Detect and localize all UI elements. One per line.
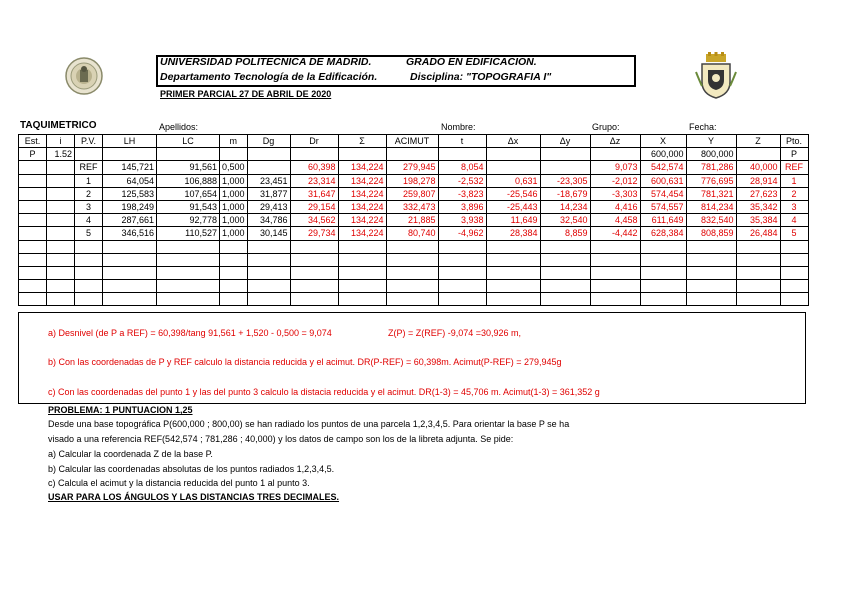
table-cell: 9,073: [590, 161, 640, 174]
form-title: TAQUIMETRICO: [20, 120, 97, 131]
table-cell: [75, 240, 103, 253]
column-header: m: [220, 135, 248, 148]
table-cell: [47, 227, 75, 240]
table-cell: [247, 280, 290, 293]
table-cell: [290, 266, 338, 279]
table-cell: P: [780, 148, 808, 161]
answer-b: b) Con las coordenadas de P y REF calculo la distancia reducida y el acimut. DR(P-REF) = 60,398m. Acimut(P-REF) = 279,945g: [48, 357, 562, 367]
table-row: [19, 200, 809, 213]
table-row: [19, 240, 809, 253]
table-cell: [438, 280, 486, 293]
table-cell: [47, 293, 75, 306]
table-cell: [103, 148, 157, 161]
table-cell: 574,454: [640, 187, 686, 200]
table-cell: [247, 266, 290, 279]
table-cell: [438, 240, 486, 253]
table-cell: 832,540: [686, 214, 736, 227]
table-cell: [75, 280, 103, 293]
table-cell: 600,631: [640, 174, 686, 187]
table-cell: 2: [780, 187, 808, 200]
table-cell: [19, 187, 47, 200]
table-cell: 1.52: [47, 148, 75, 161]
table-cell: [386, 148, 438, 161]
column-header: LC: [157, 135, 220, 148]
table-cell: [640, 253, 686, 266]
table-cell: [220, 293, 248, 306]
table-cell: 1,000: [220, 187, 248, 200]
table-cell: [338, 293, 386, 306]
table-cell: [19, 161, 47, 174]
column-header: Δz: [590, 135, 640, 148]
table-cell: [220, 148, 248, 161]
table-cell: 1,000: [220, 200, 248, 213]
table-cell: 35,384: [736, 214, 780, 227]
table-cell: 776,695: [686, 174, 736, 187]
table-cell: [386, 293, 438, 306]
column-header: t: [438, 135, 486, 148]
discipline-name: Disciplina: "TOPOGRAFIA I": [410, 71, 552, 83]
table-cell: 107,654: [157, 187, 220, 200]
table-cell: 574,557: [640, 200, 686, 213]
table-cell: [247, 148, 290, 161]
table-cell: [486, 280, 540, 293]
table-cell: [686, 253, 736, 266]
university-name: UNIVERSIDAD POLITECNICA DE MADRID.: [160, 56, 372, 68]
table-cell: [247, 161, 290, 174]
table-cell: [486, 293, 540, 306]
table-cell: [438, 148, 486, 161]
table-cell: [75, 293, 103, 306]
answer-a-result: Z(P) = Z(REF) -9,074 =30,926 m,: [388, 328, 522, 338]
table-cell: -18,679: [540, 187, 590, 200]
column-header: Pto.: [780, 135, 808, 148]
table-cell: 8,859: [540, 227, 590, 240]
problem-item-a: a) Calcular la coordenada Z de la base P.: [48, 449, 213, 459]
table-cell: [686, 280, 736, 293]
table-cell: 134,224: [338, 174, 386, 187]
column-header: Y: [686, 135, 736, 148]
table-cell: 92,778: [157, 214, 220, 227]
table-cell: [220, 266, 248, 279]
table-cell: [438, 253, 486, 266]
table-cell: [75, 266, 103, 279]
table-cell: [640, 266, 686, 279]
table-cell: 5: [75, 227, 103, 240]
table-cell: [540, 280, 590, 293]
table-cell: REF: [75, 161, 103, 174]
table-cell: 29,413: [247, 200, 290, 213]
table-cell: [590, 253, 640, 266]
table-cell: 8,054: [438, 161, 486, 174]
exam-title: PRIMER PARCIAL 27 DE ABRIL DE 2020: [160, 89, 332, 99]
table-cell: 125,583: [103, 187, 157, 200]
table-cell: 23,314: [290, 174, 338, 187]
table-cell: 34,786: [247, 214, 290, 227]
table-cell: [486, 253, 540, 266]
table-cell: [590, 240, 640, 253]
table-cell: 3,938: [438, 214, 486, 227]
table-cell: 600,000: [640, 148, 686, 161]
table-cell: [780, 293, 808, 306]
problem-item-b: b) Calcular las coordenadas absolutas de los puntos radiados 1,2,3,4,5.: [48, 464, 335, 474]
table-cell: [19, 174, 47, 187]
table-cell: 611,649: [640, 214, 686, 227]
table-cell: [157, 253, 220, 266]
table-cell: [540, 266, 590, 279]
problem-item-c: c) Calcula el acimut y la distancia reducida del punto 1 al punto 3.: [48, 478, 310, 488]
table-cell: 346,516: [103, 227, 157, 240]
table-cell: 26,484: [736, 227, 780, 240]
table-cell: [780, 266, 808, 279]
table-cell: [220, 280, 248, 293]
group-label: Grupo:: [592, 122, 620, 132]
column-header: Σ: [338, 135, 386, 148]
table-cell: -25,443: [486, 200, 540, 213]
table-cell: [540, 293, 590, 306]
table-cell: 28,914: [736, 174, 780, 187]
table-cell: [686, 240, 736, 253]
table-cell: [103, 240, 157, 253]
table-cell: [540, 240, 590, 253]
table-cell: [157, 240, 220, 253]
table-cell: [290, 148, 338, 161]
table-cell: 279,945: [386, 161, 438, 174]
table-cell: [386, 240, 438, 253]
table-cell: 287,661: [103, 214, 157, 227]
table-cell: [540, 161, 590, 174]
table-cell: [486, 266, 540, 279]
table-cell: [486, 148, 540, 161]
table-cell: [19, 280, 47, 293]
table-cell: 91,561: [157, 161, 220, 174]
table-row: [19, 227, 809, 240]
table-cell: REF: [780, 161, 808, 174]
table-cell: [338, 253, 386, 266]
problem-line-2: visado a una referencia REF(542,574 ; 781,286 ; 40,000) y los datos de campo son los de la libreta adjunta. Se pide:: [48, 434, 514, 444]
table-cell: -23,305: [540, 174, 590, 187]
table-cell: 34,562: [290, 214, 338, 227]
table-cell: [290, 253, 338, 266]
table-cell: 23,451: [247, 174, 290, 187]
degree-name: GRADO EN EDIFICACION.: [406, 56, 537, 68]
column-header: X: [640, 135, 686, 148]
table-cell: [220, 240, 248, 253]
table-cell: [47, 240, 75, 253]
table-cell: 259,807: [386, 187, 438, 200]
table-cell: [103, 293, 157, 306]
table-cell: [640, 240, 686, 253]
table-cell: [438, 266, 486, 279]
table-cell: [640, 293, 686, 306]
table-cell: 21,885: [386, 214, 438, 227]
table-row: [19, 266, 809, 279]
column-header: P.V.: [75, 135, 103, 148]
table-cell: [103, 280, 157, 293]
table-cell: [590, 266, 640, 279]
table-cell: 1: [780, 174, 808, 187]
school-crest-logo: [694, 52, 738, 100]
answer-c: c) Con las coordenadas del punto 1 y las del punto 3 calculo la distacia reducida y el acimut. DR(1-3) = 45,706 m. Acimut(1-3) = 361,352 g: [48, 387, 600, 397]
answer-a: a) Desnivel (de P a REF) = 60,398/tang 91,561 + 1,520 - 0,500 = 9,074: [48, 328, 332, 338]
table-cell: 3: [780, 200, 808, 213]
table-cell: 28,384: [486, 227, 540, 240]
table-cell: [75, 253, 103, 266]
table-cell: 134,224: [338, 200, 386, 213]
table-cell: [290, 280, 338, 293]
table-cell: [736, 266, 780, 279]
table-cell: 0,500: [220, 161, 248, 174]
table-cell: [19, 214, 47, 227]
table-row: [19, 214, 809, 227]
table-cell: 1,000: [220, 227, 248, 240]
table-cell: 332,473: [386, 200, 438, 213]
table-cell: 110,527: [157, 227, 220, 240]
table-cell: [19, 227, 47, 240]
table-cell: 814,234: [686, 200, 736, 213]
column-header: LH: [103, 135, 157, 148]
table-cell: [19, 200, 47, 213]
table-cell: [780, 253, 808, 266]
table-cell: [736, 148, 780, 161]
table-cell: 64,054: [103, 174, 157, 187]
table-cell: [736, 293, 780, 306]
table-cell: 134,224: [338, 227, 386, 240]
table-cell: -3,823: [438, 187, 486, 200]
table-cell: -4,442: [590, 227, 640, 240]
table-cell: [247, 293, 290, 306]
table-cell: [220, 253, 248, 266]
table-cell: [47, 253, 75, 266]
table-cell: 60,398: [290, 161, 338, 174]
table-row: [19, 293, 809, 306]
table-cell: 145,721: [103, 161, 157, 174]
table-cell: [590, 148, 640, 161]
table-cell: [157, 293, 220, 306]
table-cell: 134,224: [338, 187, 386, 200]
problem-title: PROBLEMA: 1 PUNTUACION 1,25: [48, 405, 193, 415]
problem-footer: USAR PARA LOS ÁNGULOS Y LAS DISTANCIAS TRES DECIMALES.: [48, 492, 340, 502]
table-cell: [247, 240, 290, 253]
table-cell: 106,888: [157, 174, 220, 187]
table-row: [19, 161, 809, 174]
table-cell: [19, 266, 47, 279]
table-cell: 134,224: [338, 214, 386, 227]
table-cell: 4: [780, 214, 808, 227]
table-cell: [338, 266, 386, 279]
table-cell: [338, 148, 386, 161]
survey-table-body: [19, 135, 809, 306]
column-header: Δx: [486, 135, 540, 148]
table-cell: [540, 148, 590, 161]
table-cell: 4,458: [590, 214, 640, 227]
table-cell: [736, 280, 780, 293]
table-row: [19, 280, 809, 293]
table-cell: [19, 240, 47, 253]
table-cell: [590, 293, 640, 306]
table-cell: 27,623: [736, 187, 780, 200]
table-cell: [290, 240, 338, 253]
table-cell: 4,416: [590, 200, 640, 213]
table-cell: [540, 253, 590, 266]
table-cell: [103, 253, 157, 266]
table-cell: -4,962: [438, 227, 486, 240]
department-name: Departamento Tecnología de la Edificación.: [160, 71, 378, 83]
table-cell: [686, 266, 736, 279]
table-cell: [47, 266, 75, 279]
table-cell: [157, 148, 220, 161]
table-cell: P: [19, 148, 47, 161]
table-cell: [19, 253, 47, 266]
table-cell: [486, 161, 540, 174]
table-cell: -2,532: [438, 174, 486, 187]
table-cell: [157, 266, 220, 279]
table-cell: [640, 280, 686, 293]
table-row: [19, 148, 809, 161]
table-cell: [386, 253, 438, 266]
table-cell: 542,574: [640, 161, 686, 174]
table-cell: 5: [780, 227, 808, 240]
table-cell: [103, 266, 157, 279]
table-cell: [486, 240, 540, 253]
name-label: Nombre:: [441, 122, 476, 132]
survey-table: [18, 134, 809, 306]
table-cell: [736, 253, 780, 266]
table-cell: 781,321: [686, 187, 736, 200]
table-cell: [47, 174, 75, 187]
table-cell: 31,877: [247, 187, 290, 200]
table-cell: 3: [75, 200, 103, 213]
table-cell: 40,000: [736, 161, 780, 174]
table-cell: -2,012: [590, 174, 640, 187]
column-header: ACIMUT: [386, 135, 438, 148]
table-cell: 31,647: [290, 187, 338, 200]
table-cell: 628,384: [640, 227, 686, 240]
table-cell: [780, 280, 808, 293]
table-cell: 32,540: [540, 214, 590, 227]
table-cell: 29,154: [290, 200, 338, 213]
table-cell: [75, 148, 103, 161]
problem-line-1: Desde una base topográfica P(600,000 ; 800,00) se han radiado los puntos de una parcela 1,2,3,4,5. Para orientar la base P se ha: [48, 419, 570, 429]
table-cell: [247, 253, 290, 266]
table-cell: [290, 293, 338, 306]
column-header: Z: [736, 135, 780, 148]
table-cell: 1,000: [220, 214, 248, 227]
column-header: Est.: [19, 135, 47, 148]
table-cell: 14,234: [540, 200, 590, 213]
column-header: i: [47, 135, 75, 148]
table-cell: [386, 266, 438, 279]
table-row: [19, 253, 809, 266]
table-cell: 134,224: [338, 161, 386, 174]
table-cell: [47, 280, 75, 293]
table-cell: -3,303: [590, 187, 640, 200]
table-row: [19, 187, 809, 200]
table-cell: [438, 293, 486, 306]
table-cell: [47, 161, 75, 174]
table-cell: 800,000: [686, 148, 736, 161]
column-header: Δy: [540, 135, 590, 148]
table-cell: 29,734: [290, 227, 338, 240]
table-cell: 1: [75, 174, 103, 187]
table-cell: [386, 280, 438, 293]
table-cell: 11,649: [486, 214, 540, 227]
table-cell: [47, 200, 75, 213]
table-cell: 781,286: [686, 161, 736, 174]
table-cell: -25,546: [486, 187, 540, 200]
table-cell: [590, 280, 640, 293]
date-label: Fecha:: [689, 122, 717, 132]
column-header: Dr: [290, 135, 338, 148]
table-cell: 35,342: [736, 200, 780, 213]
upm-seal-logo: [64, 56, 104, 96]
table-cell: [338, 280, 386, 293]
table-cell: [47, 214, 75, 227]
table-header-row: [19, 135, 809, 148]
table-cell: 30,145: [247, 227, 290, 240]
table-cell: [686, 293, 736, 306]
table-cell: [19, 293, 47, 306]
table-cell: [736, 240, 780, 253]
column-header: Dg: [247, 135, 290, 148]
table-cell: [780, 240, 808, 253]
table-cell: [338, 240, 386, 253]
table-cell: 3,896: [438, 200, 486, 213]
table-cell: [157, 280, 220, 293]
table-cell: 80,740: [386, 227, 438, 240]
table-cell: 91,543: [157, 200, 220, 213]
table-cell: 1,000: [220, 174, 248, 187]
table-row: [19, 174, 809, 187]
surname-label: Apellidos:: [159, 122, 199, 132]
table-cell: 198,278: [386, 174, 438, 187]
table-cell: [47, 187, 75, 200]
table-cell: 808,859: [686, 227, 736, 240]
table-cell: 2: [75, 187, 103, 200]
table-cell: 4: [75, 214, 103, 227]
table-cell: 198,249: [103, 200, 157, 213]
table-cell: 0,631: [486, 174, 540, 187]
